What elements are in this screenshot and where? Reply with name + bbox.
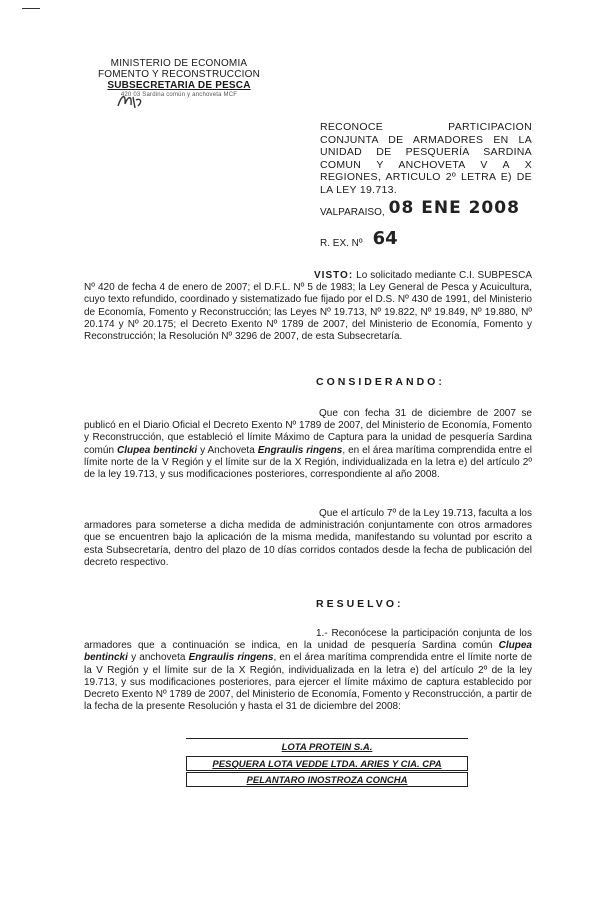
visto-text: Lo solicitado mediante C.I. SUBPESCA Nº 420 de fecha 4 de enero de 2007; el D.F.L. Nº 5 de 1983; la Ley General de Pesca y Acuicultura, cuyo texto refundido, coordinado y sistematizado fue fijado por el D.S. Nº 430 de 1991, del Ministerio de Economía, Fomento y Reconstrucción; las Leyes Nº 19.713, Nº 19.822, Nº 19.849, Nº 19.880, Nº 20.174 y Nº 20.175; el Decreto Exento Nº 1789 de 2007, del Ministerio de Economía, Fomento y Reconstrucción; la Resolución Nº 3296 de 2007, de esta Subsecretaría. xyxy=(84,270,532,343)
visto-label: VISTO: xyxy=(314,270,354,281)
considerando-1-text-mid: y Anchoveta xyxy=(197,444,258,456)
resolution-number xyxy=(320,228,398,249)
subsecretaria-line: SUBSECRETARIA DE PESCA xyxy=(107,80,251,91)
place-date xyxy=(320,198,520,218)
considerando-paragraph-2 xyxy=(84,508,532,569)
resuelvo-1-text-mid: y anchoveta xyxy=(127,652,189,664)
company-list-top-rule xyxy=(186,738,468,739)
company-name: PELANTARO INOSTROZA CONCHA xyxy=(246,775,408,786)
company-row xyxy=(186,756,468,771)
company-row xyxy=(186,740,468,755)
considerando-heading: CONSIDERANDO: xyxy=(316,376,445,388)
considerando-paragraph-1 xyxy=(84,408,532,481)
letterhead xyxy=(84,58,274,99)
resolution-label: R. EX. Nº xyxy=(320,238,363,249)
document-subject: RECONOCE PARTICIPACION CONJUNTA DE ARMADORES EN LA UNIDAD DE PESQUERÍA SARDINA COMUN Y ANCHOVETA V A X REGIONES, ARTICULO 2º LETRA E) DE LA LEY 19.713. xyxy=(320,121,532,196)
ministry-line: MINISTERIO DE ECONOMIA xyxy=(110,58,248,69)
initials-signature-icon xyxy=(116,92,146,110)
species-name-2: Engraulis ringens xyxy=(257,444,343,456)
considerando-1-text-end: , en el área marítima comprendida entre el límite norte de la V Región y el límite sur de la X Región, individualizada en la letra e) del artículo 2º de la ley 19.713, y sus modificaciones posteriores, correspondiente al año 2008. xyxy=(84,444,532,481)
date-stamp: 08 ENE 2008 xyxy=(388,198,520,218)
considerando-1-text: Que con fecha 31 de diciembre de 2007 se publicó en el Diario Oficial el Decreto Exento Nº 1789 de 2007, del Ministerio de Economía, Fomento y Reconstrucción, que estableció el límite Máximo de Captura para la unidad de pesquería Sardina común xyxy=(84,408,532,456)
species-name-4: Engraulis ringens xyxy=(188,652,274,664)
company-name: PESQUERA LOTA VEDDE LTDA. ARIES Y CIA. CPA xyxy=(212,759,442,770)
resuelvo-paragraph-1 xyxy=(84,628,532,713)
company-name: LOTA PROTEIN S.A. xyxy=(281,742,373,753)
resuelvo-1-text-end: , en el área marítima comprendida entre el límite norte de la V Región y el límite sur de la X Región, individualizada en la letra e) del artículo 2º de la ley 19.713, y sus modificaciones posteriores, para ejercer el límite máximo de captura establecido por Decreto Exento Nº 1789 de 2007, del Ministerio de Economía, Fomento y Reconstrucción, a partir de la fecha de la presente Resolución y hasta el 31 de diciembre del 2008: xyxy=(84,652,533,713)
resuelvo-heading: RESUELVO: xyxy=(316,598,404,610)
company-row xyxy=(186,772,468,787)
corner-mark xyxy=(22,8,40,9)
ministry-line-2: FOMENTO Y RECONSTRUCCION xyxy=(97,69,261,80)
company-list xyxy=(186,738,468,790)
place-label: VALPARAISO, xyxy=(320,207,385,218)
visto-paragraph xyxy=(84,270,532,343)
reference-line: 420 03 Sardina común y anchoveta MCF xyxy=(120,92,238,98)
resolution-number-value: 64 xyxy=(372,228,398,249)
species-name: Clupea bentincki xyxy=(116,444,198,456)
species-name-3: Clupea bentincki xyxy=(84,640,532,664)
resuelvo-1-text: 1.- Reconócese la participación conjunta de los armadores que a continuación se indica, en la unidad de pesquería Sardina común xyxy=(84,628,532,652)
considerando-2-text: Que el artículo 7º de la Ley 19.713, faculta a los armadores para someterse a dicha medida de administración conjuntamente con otros armadores que se encuentren bajo la aplicación de la misma medida, manifestando su voluntad por escrito a esta Subsecretaría, dentro del plazo de 10 días corridos contados desde la fecha de publicación del decreto respectivo. xyxy=(84,508,532,568)
